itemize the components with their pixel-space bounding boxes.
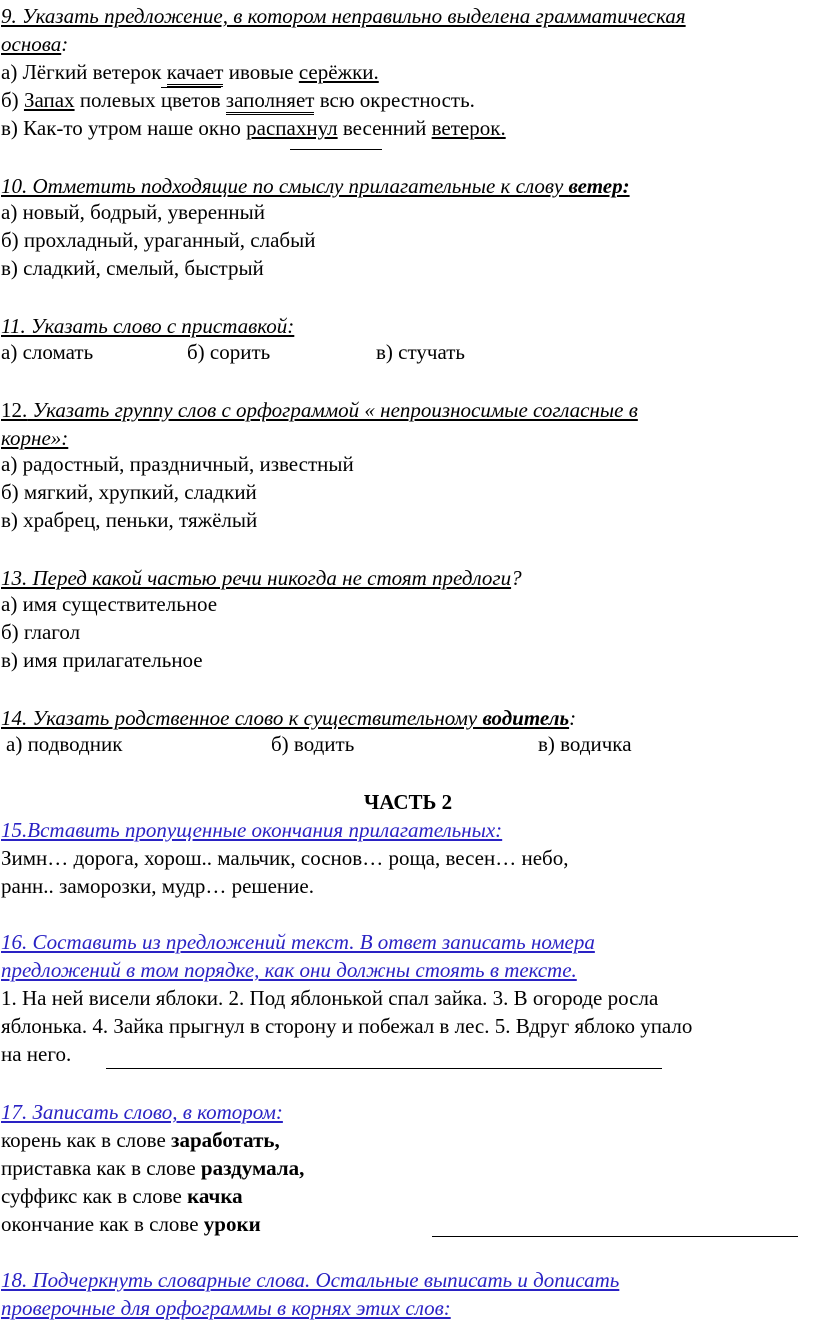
q11-title: 11. Указать слово с приставкой: <box>1 314 295 338</box>
q14-option-c: в) водичка <box>538 732 632 756</box>
q15-line1: Зимн… дорога, хорош.. мальчик, соснов… роща, весен… небо, <box>1 846 569 870</box>
q16-title-cont: предложений в том порядке, как они должны стоять в тексте. <box>1 958 577 982</box>
q10-option-c: в) сладкий, смелый, быстрый <box>1 256 264 280</box>
q12-option-c: в) храбрец, пеньки, тяжёлый <box>1 508 258 532</box>
q11-option-a: а) сломать <box>1 340 94 364</box>
q12-title: 12. Указать группу слов с орфограммой « непроизносимые согласные в <box>1 398 638 422</box>
q16-answer-line <box>106 1068 662 1069</box>
q9-mark-line <box>290 149 382 150</box>
q17-row-suffix: суффикс как в слове качка <box>1 1184 243 1208</box>
q11-option-b: б) сорить <box>187 340 271 364</box>
q16-line2: яблонька. 4. Зайка прыгнул в сторону и побежал в лес. 5. Вдруг яблоко упало <box>1 1014 693 1038</box>
q18-title-cont: проверочные для орфограммы в корнях этих слов: <box>1 1296 451 1320</box>
q17-answer-line <box>432 1236 798 1237</box>
q12-option-a: а) радостный, праздничный, известный <box>1 452 354 476</box>
q14-option-a: а) подводник <box>6 732 123 756</box>
q9-option-a: а) Лёгкий ветерок качает ивовые серёжки. <box>1 60 379 84</box>
q17-row-prefix: приставка как в слове раздумала, <box>1 1156 305 1180</box>
q15-title: 15.Вставить пропущенные окончания прилагательных: <box>1 818 503 842</box>
q17-row-ending: окончание как в слове уроки <box>1 1212 261 1236</box>
q14-option-b: б) водить <box>271 732 355 756</box>
q17-title: 17. Записать слово, в котором: <box>1 1100 283 1124</box>
q16-title: 16. Составить из предложений текст. В ответ записать номера <box>1 930 595 954</box>
q17-row-root: корень как в слове заработать, <box>1 1128 280 1152</box>
q11-option-c: в) стучать <box>376 340 465 364</box>
q9-title-cont: основа: <box>1 32 69 56</box>
q10-option-b: б) прохладный, ураганный, слабый <box>1 228 316 252</box>
q10-option-a: а) новый, бодрый, уверенный <box>1 200 265 224</box>
q18-title: 18. Подчеркнуть словарные слова. Остальные выписать и дописать <box>1 1268 620 1292</box>
q16-line3: на него. <box>1 1042 72 1066</box>
q13-option-a: а) имя существительное <box>1 592 218 616</box>
q14-title: 14. Указать родственное слово к существительному водитель: <box>1 706 577 730</box>
q9-option-c: в) Как-то утром наше окно распахнул весенний ветерок. <box>1 116 506 140</box>
q10-title: 10. Отметить подходящие по смыслу прилагательные к слову ветер: <box>1 174 630 198</box>
q9-option-b: б) Запах полевых цветов заполняет всю окрестность. <box>1 88 475 112</box>
q12-option-b: б) мягкий, хрупкий, сладкий <box>1 480 257 504</box>
q15-line2: ранн.. заморозки, мудр… решение. <box>1 874 314 898</box>
q12-title-cont: корне»: <box>1 426 69 450</box>
q9-title: 9. Указать предложение, в котором неправильно выделена грамматическая <box>1 4 686 28</box>
q13-option-c: в) имя прилагательное <box>1 648 203 672</box>
q13-title: 13. Перед какой частью речи никогда не стоят предлоги? <box>1 566 522 590</box>
q13-option-b: б) глагол <box>1 620 81 644</box>
part2-heading: ЧАСТЬ 2 <box>363 790 453 814</box>
q16-line1: 1. На ней висели яблоки. 2. Под яблонькой спал зайка. 3. В огороде росла <box>1 986 659 1010</box>
